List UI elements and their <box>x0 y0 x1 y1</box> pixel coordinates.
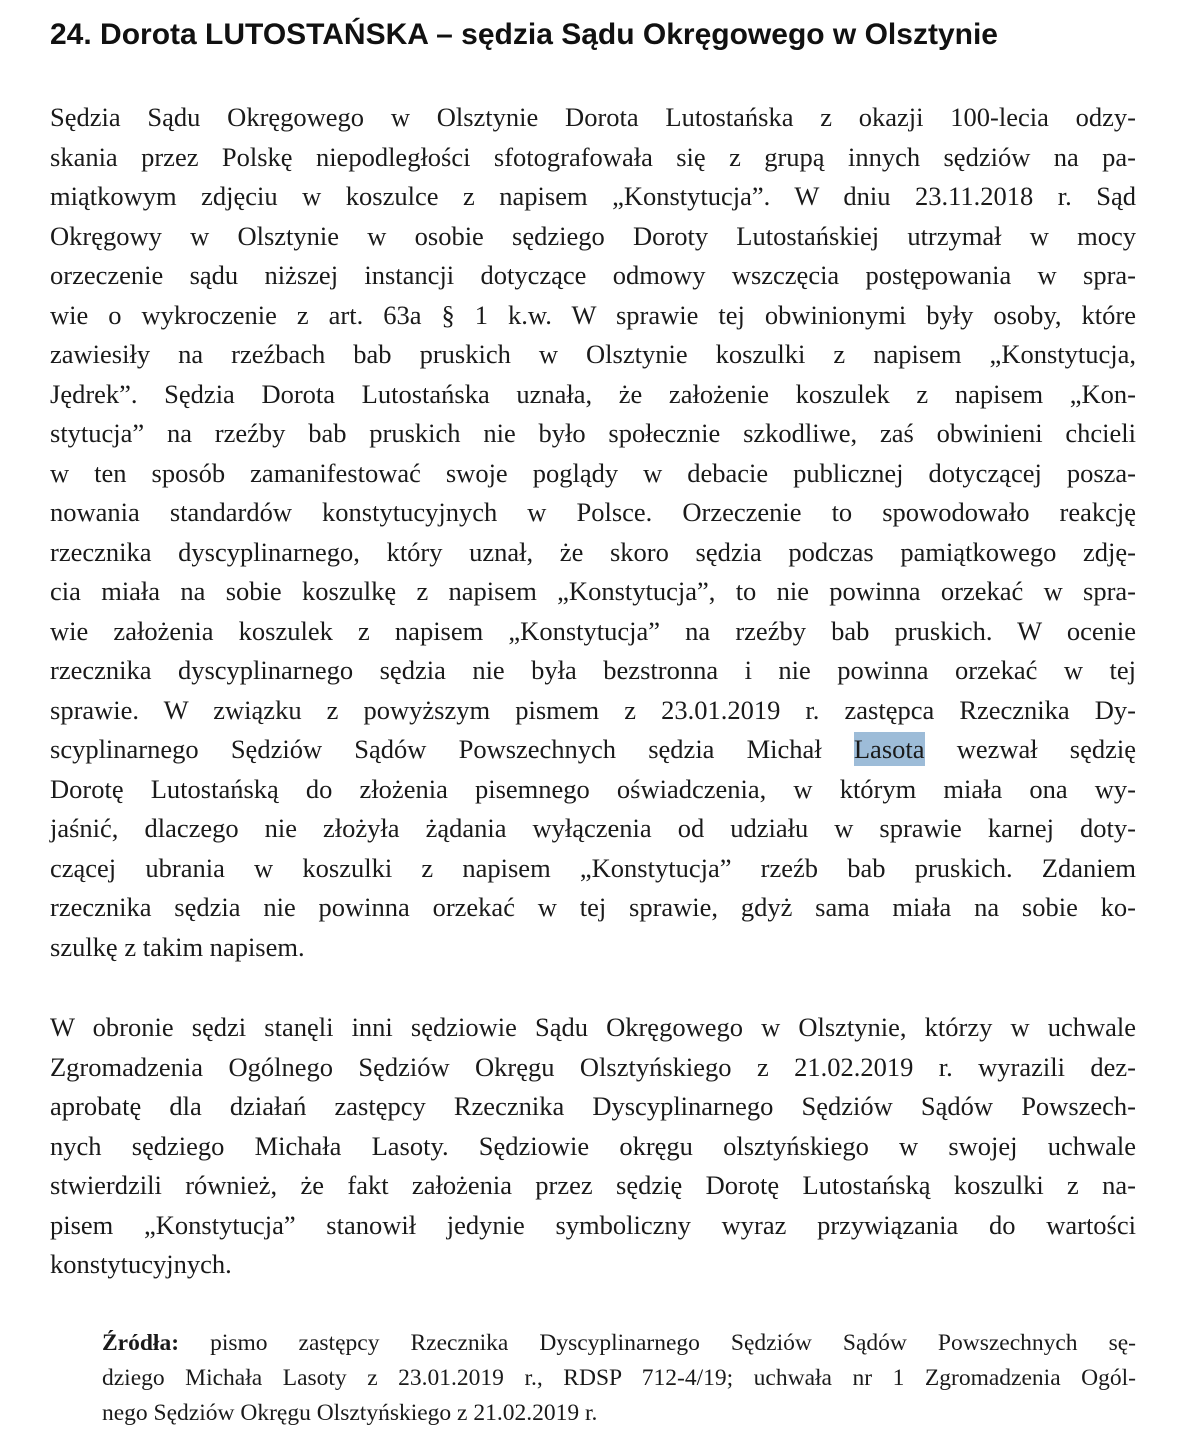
text-line: orzeczenie sądu niższej instancji dotyczące odmowy wszczęcia postępowania w spra- <box>50 260 1136 290</box>
text-line: konstytucyjnych. <box>50 1249 232 1279</box>
sources-line <box>102 1326 1136 1361</box>
text-line: jaśnić, dlaczego nie złożyła żądania wyłączenia od udziału w sprawie karnej doty- <box>50 813 1136 843</box>
text-line: rzecznika sędzia nie powinna orzekać w tej sprawie, gdyż sama miała na sobie ko- <box>50 892 1136 922</box>
sources-note <box>102 1326 1136 1431</box>
text-line: zawiesiły na rzeźbach bab pruskich w Olsztynie koszulki z napisem „Konstytucja, <box>50 339 1136 369</box>
text-line: sprawie. W związku z powyższym pismem z 23.01.2019 r. zastępca Rzecznika Dy- <box>50 694 1136 725</box>
text-line: stwierdzili również, że fakt założenia przez sędzię Dorotę Lutostańską koszulki z na- <box>50 1170 1136 1200</box>
text-segment: wezwał sędzię <box>924 734 1137 764</box>
text-line: Okręgowy w Olsztynie w osobie sędziego Doroty Lutostańskiej utrzymał w mocy <box>50 220 1136 251</box>
sources-line: nego Sędziów Okręgu Olsztyńskiego z 21.02.2019 r. <box>102 1400 598 1426</box>
text-segment: scyplinarnego Sędziów Sądów Powszechnych sędzia Michał <box>50 734 854 764</box>
text-line: nych sędziego Michała Lasoty. Sędziowie okręgu olsztyńskiego w swojej uchwale <box>50 1130 1136 1161</box>
text-line: miątkowym zdjęciu w koszulce z napisem „Konstytucja”. W dniu 23.11.2018 r. Sąd <box>50 181 1136 211</box>
text-line: Sędzia Sądu Okręgowego w Olsztynie Dorota Lutostańska z okazji 100-lecia odzy- <box>50 102 1136 132</box>
sources-line: dziego Michała Lasoty z 23.01.2019 r., RDSP 712-4/19; uchwała nr 1 Zgromadzenia Ogól- <box>102 1365 1136 1391</box>
text-line: aprobatę dla działań zastępcy Rzecznika Dyscyplinarnego Sędziów Sądów Powszech- <box>50 1091 1136 1121</box>
sources-text: pismo zastępcy Rzecznika Dyscyplinarnego Sędziów Sądów Powszechnych sę- <box>179 1330 1136 1356</box>
paragraph-2 <box>50 1008 1136 1285</box>
section-title: 24. Dorota LUTOSTAŃSKA – sędzia Sądu Okręgowego w Olsztynie <box>50 18 998 51</box>
text-line: pisem „Konstytucja” stanowił jedynie symboliczny wyraz przywiązania do wartości <box>50 1209 1136 1240</box>
text-line: wie założenia koszulek z napisem „Konstytucja” na rzeźby bab pruskich. W ocenie <box>50 615 1136 646</box>
text-line: stytucja” na rzeźby bab pruskich nie było społecznie szkodliwe, zaś obwinieni chcieli <box>50 418 1136 448</box>
text-line: Dorotę Lutostańską do złożenia pisemnego oświadczenia, w którym miała ona wy- <box>50 773 1136 804</box>
highlighted-text[interactable]: Lasota <box>853 734 925 764</box>
text-line: Jędrek”. Sędzia Dorota Lutostańska uznała, że założenie koszulek z napisem „Kon- <box>50 378 1136 409</box>
sources-label: Źródła: <box>102 1330 180 1356</box>
text-line: czącej ubrania w koszulki z napisem „Konstytucja” rzeźb bab pruskich. Zdaniem <box>50 852 1136 883</box>
text-line: W obronie sędzi stanęli inni sędziowie Sądu Okręgowego w Olsztynie, którzy w uchwale <box>50 1012 1136 1042</box>
text-line <box>50 730 1136 770</box>
text-line: wie o wykroczenie z art. 63a § 1 k.w. W sprawie tej obwinionymi były osoby, które <box>50 299 1136 330</box>
paragraph-1 <box>50 98 1136 967</box>
text-line: skania przez Polskę niepodległości sfotografowała się z grupą innych sędziów na pa- <box>50 141 1136 172</box>
text-line: cia miała na sobie koszulkę z napisem „Konstytucja”, to nie powinna orzekać w spra- <box>50 576 1136 606</box>
text-line: Zgromadzenia Ogólnego Sędziów Okręgu Olsztyńskiego z 21.02.2019 r. wyrazili dez- <box>50 1051 1136 1082</box>
text-line: szulkę z takim napisem. <box>50 931 305 962</box>
text-line: rzecznika dyscyplinarnego, który uznał, że skoro sędzia podczas pamiątkowego zdję- <box>50 536 1136 567</box>
text-line: nowania standardów konstytucyjnych w Polsce. Orzeczenie to spowodowało reakcję <box>50 497 1136 527</box>
text-line: w ten sposób zamanifestować swoje poglądy w debacie publicznej dotyczącej posza- <box>50 457 1136 488</box>
text-line: rzecznika dyscyplinarnego sędzia nie była bezstronna i nie powinna orzekać w tej <box>50 655 1136 685</box>
